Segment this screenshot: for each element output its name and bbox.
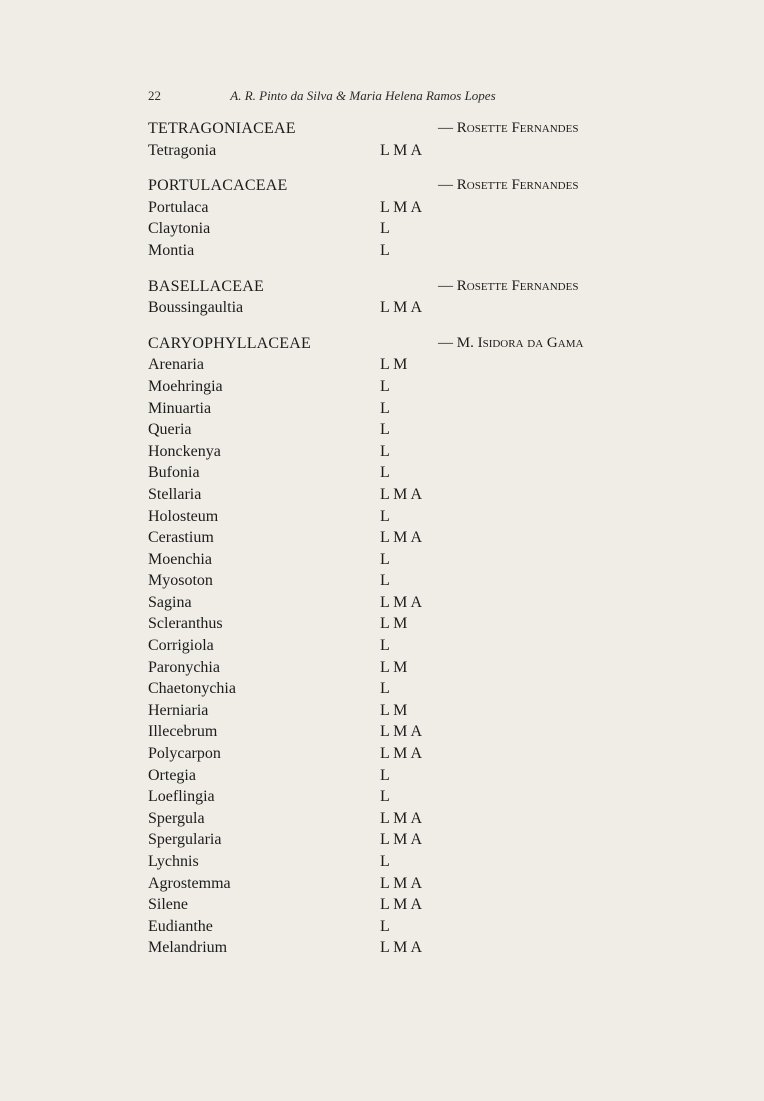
distribution-code: L M A bbox=[380, 939, 423, 957]
distribution-code: L M A bbox=[380, 529, 423, 547]
genus-name: Scleranthus bbox=[148, 615, 223, 633]
genus-name: Moenchia bbox=[148, 550, 212, 568]
distribution-code: L M A bbox=[380, 723, 423, 741]
family-block bbox=[148, 175, 668, 261]
family-name: TETRAGONIACEAE bbox=[148, 120, 296, 137]
family-block bbox=[148, 118, 668, 161]
distribution-code: L M bbox=[380, 356, 408, 374]
genus-row bbox=[148, 808, 668, 830]
genus-name: Illecebrum bbox=[148, 723, 218, 741]
genus-name: Melandrium bbox=[148, 939, 228, 957]
genus-name: Loeflingia bbox=[148, 788, 215, 806]
family-author: — Rosette Fernandes bbox=[438, 177, 579, 194]
distribution-code: L bbox=[380, 680, 390, 698]
genus-name: Queria bbox=[148, 421, 192, 439]
family-name: BASELLACEAE bbox=[148, 277, 264, 295]
genus-name: Paronychia bbox=[148, 658, 220, 676]
genus-row bbox=[148, 700, 668, 722]
genus-row bbox=[148, 743, 668, 765]
genus-name: Eudianthe bbox=[148, 917, 213, 935]
distribution-code: L bbox=[380, 421, 390, 439]
family-name: CARYOPHYLLACEAE bbox=[148, 334, 312, 352]
distribution-code: L bbox=[380, 766, 390, 784]
distribution-code: L M A bbox=[380, 299, 423, 317]
distribution-code: L bbox=[380, 377, 390, 395]
genus-row bbox=[148, 441, 668, 463]
genus-row bbox=[148, 297, 668, 319]
genus-row bbox=[148, 140, 668, 162]
genus-name: Spergula bbox=[148, 809, 205, 827]
genus-row bbox=[148, 765, 668, 787]
genus-row bbox=[148, 635, 668, 657]
genus-row bbox=[148, 462, 668, 484]
genus-name: Arenaria bbox=[148, 356, 204, 374]
genus-name: Tetragonia bbox=[148, 141, 217, 159]
genus-row bbox=[148, 786, 668, 808]
genus-row bbox=[148, 398, 668, 420]
genus-row bbox=[148, 613, 668, 635]
genus-name: Corrigiola bbox=[148, 637, 214, 655]
genus-row bbox=[148, 506, 668, 528]
genus-name: Bufonia bbox=[148, 464, 200, 482]
genus-row bbox=[148, 916, 668, 938]
distribution-code: L bbox=[380, 464, 390, 482]
genus-name: Claytonia bbox=[148, 220, 211, 238]
genus-row bbox=[148, 873, 668, 895]
genus-row bbox=[148, 484, 668, 506]
genus-name: Myosoton bbox=[148, 572, 213, 590]
family-heading bbox=[148, 175, 668, 197]
distribution-code: L bbox=[380, 241, 390, 259]
distribution-code: L bbox=[380, 442, 390, 460]
genus-name: Honckenya bbox=[148, 442, 221, 460]
family-author: — Rosette Fernandes bbox=[438, 120, 579, 136]
family-author: — Rosette Fernandes bbox=[438, 277, 579, 294]
distribution-code: L M A bbox=[380, 485, 423, 503]
genus-row bbox=[148, 197, 668, 219]
distribution-code: L bbox=[380, 220, 390, 238]
genus-row bbox=[148, 376, 668, 398]
distribution-code: L M bbox=[380, 701, 408, 719]
genus-row bbox=[148, 419, 668, 441]
distribution-code: L M A bbox=[380, 831, 423, 849]
genus-name: Portulaca bbox=[148, 198, 209, 216]
genus-name: Lychnis bbox=[148, 853, 199, 870]
distribution-code: L M A bbox=[380, 809, 423, 827]
genus-name: Montia bbox=[148, 241, 195, 259]
distribution-code: L bbox=[380, 572, 390, 590]
family-heading bbox=[148, 118, 668, 140]
genus-row bbox=[148, 937, 668, 959]
distribution-code: L bbox=[380, 853, 390, 870]
family-block bbox=[148, 333, 668, 959]
genus-name: Ortegia bbox=[148, 766, 196, 784]
genus-row bbox=[148, 678, 668, 700]
header-authors: A. R. Pinto da Silva & Maria Helena Ramos Lopes bbox=[230, 88, 496, 103]
distribution-code: L M A bbox=[380, 874, 423, 892]
page-number: 22 bbox=[148, 88, 161, 103]
genus-row bbox=[148, 721, 668, 743]
genus-name: Moehringia bbox=[148, 377, 223, 395]
genus-row bbox=[148, 570, 668, 592]
distribution-code: L M A bbox=[380, 745, 423, 763]
distribution-code: L M A bbox=[380, 896, 423, 914]
distribution-code: L M A bbox=[380, 141, 423, 159]
family-heading bbox=[148, 333, 668, 355]
genus-name: Sagina bbox=[148, 593, 192, 611]
genus-row bbox=[148, 894, 668, 916]
genus-name: Cerastium bbox=[148, 529, 214, 547]
distribution-code: L bbox=[380, 917, 390, 935]
genus-name: Stellaria bbox=[148, 485, 202, 503]
distribution-code: L bbox=[380, 399, 390, 417]
distribution-code: L M bbox=[380, 658, 408, 676]
distribution-code: L M A bbox=[380, 198, 423, 216]
family-block bbox=[148, 276, 668, 319]
genus-name: Spergularia bbox=[148, 831, 222, 849]
genus-row bbox=[148, 851, 668, 873]
genus-row bbox=[148, 527, 668, 549]
genus-name: Agrostemma bbox=[148, 874, 231, 892]
genus-row bbox=[148, 549, 668, 571]
genus-name: Silene bbox=[148, 896, 188, 914]
distribution-code: L bbox=[380, 788, 390, 806]
genus-name: Boussingaultia bbox=[148, 299, 244, 317]
genus-name: Polycarpon bbox=[148, 745, 221, 763]
genus-row bbox=[148, 354, 668, 376]
genus-name: Minuartia bbox=[148, 399, 212, 417]
genus-row bbox=[148, 657, 668, 679]
distribution-code: L bbox=[380, 507, 390, 525]
distribution-code: L bbox=[380, 637, 390, 655]
running-header bbox=[148, 88, 496, 104]
distribution-code: L bbox=[380, 550, 390, 568]
genus-row bbox=[148, 592, 668, 614]
family-author: — M. Isidora da Gama bbox=[438, 334, 584, 351]
family-list bbox=[148, 118, 668, 973]
family-heading bbox=[148, 276, 668, 298]
family-name: PORTULACACEAE bbox=[148, 177, 288, 195]
genus-name: Herniaria bbox=[148, 701, 209, 719]
genus-name: Chaetonychia bbox=[148, 680, 236, 698]
genus-row bbox=[148, 829, 668, 851]
genus-row bbox=[148, 218, 668, 240]
distribution-code: L M A bbox=[380, 593, 423, 611]
genus-name: Holosteum bbox=[148, 507, 219, 525]
distribution-code: L M bbox=[380, 615, 408, 633]
genus-row bbox=[148, 240, 668, 262]
